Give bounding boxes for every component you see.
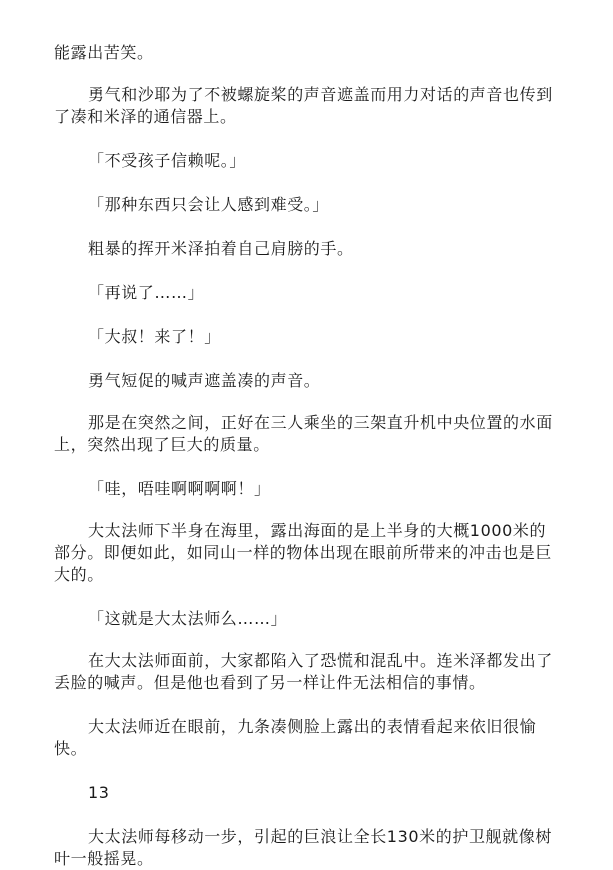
paragraph: 勇气和沙耶为了不被螺旋桨的声音遮盖而用力对话的声音也传到了凑和米泽的通信器上。 <box>54 85 553 126</box>
paragraph: 那是在突然之间，正好在三人乘坐的三架直升机中央位置的水面上，突然出现了巨大的质量。 <box>54 413 553 454</box>
paragraph: 勇气短促的喊声遮盖凑的声音。 <box>88 371 321 390</box>
paragraph: 大太法师下半身在海里，露出海面的是上半身的大概1000米的部分。即便如此，如同山一样的物体出现在眼前所带来的冲击也是巨大的。 <box>54 521 553 584</box>
paragraph: 粗暴的挥开米泽拍着自己肩膀的手。 <box>88 239 354 258</box>
dialogue-line: 「大叔！来了！」 <box>88 327 221 346</box>
dialogue-line: 「不受孩子信赖呢。」 <box>88 151 247 170</box>
paragraph-continuation: 能露出苦笑。 <box>54 43 154 62</box>
dialogue-line: 「哇，唔哇啊啊啊啊！」 <box>88 479 271 498</box>
paragraph: 在大太法师面前，大家都陷入了恐慌和混乱中。连米泽都发出了丢脸的喊声。但是他也看到了另一样让件无法相信的事情。 <box>54 651 553 692</box>
section-number: 13 <box>88 783 110 802</box>
paragraph: 大太法师每移动一步，引起的巨浪让全长130米的护卫舰就像树叶一般摇晃。 <box>54 827 552 868</box>
dialogue-line: 「这就是大太法师么……」 <box>88 609 288 628</box>
dialogue-line: 「再说了……」 <box>88 283 205 302</box>
paragraph: 大太法师近在眼前，九条凑侧脸上露出的表情看起来依旧很愉快。 <box>54 717 537 758</box>
dialogue-line: 「那种东西只会让人感到难受。」 <box>88 195 330 214</box>
